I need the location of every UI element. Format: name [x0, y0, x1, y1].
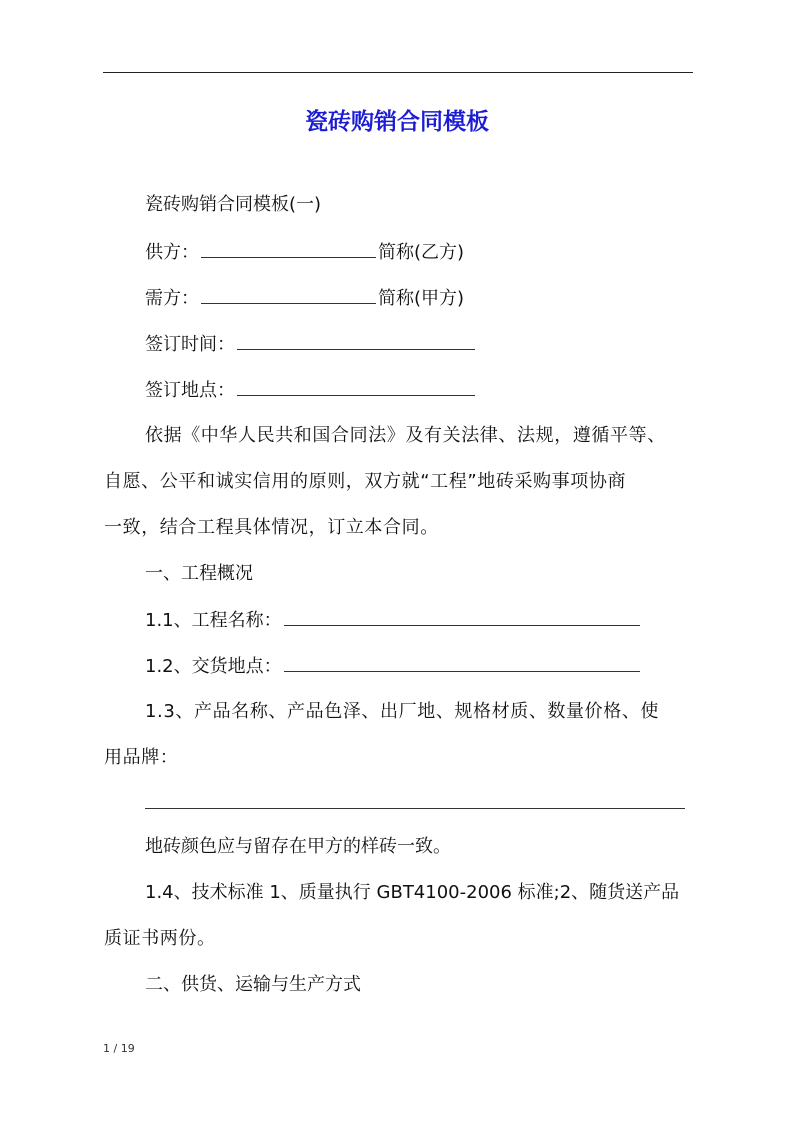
item-1-3-line-2: 用品牌： [104, 747, 179, 768]
sign-time-label: 签订时间： [145, 334, 235, 355]
buyer-blank [201, 285, 376, 304]
buyer-suffix: 简称(甲方) [378, 288, 465, 309]
supplier-suffix: 简称(乙方) [378, 242, 465, 263]
brand-blank-rule [145, 808, 685, 809]
color-note: 地砖颜色应与留存在甲方的样砖一致。 [145, 836, 451, 857]
supplier-label: 供方： [145, 242, 199, 263]
section-1-heading: 一、工程概况 [145, 563, 253, 584]
header-rule [103, 72, 693, 73]
supplier-line [145, 239, 464, 266]
intro-line-3: 一致，结合工程具体情况，订立本合同。 [104, 517, 439, 538]
item-1-1-blank [284, 607, 640, 626]
intro-line-2: 自愿、公平和诚实信用的原则，双方就“工程”地砖采购事项协商 [104, 471, 627, 492]
sign-place-blank [237, 377, 475, 396]
page-number: 1 / 19 [103, 1042, 135, 1055]
buyer-line [145, 285, 464, 312]
intro-line-1: 依据《中华人民共和国合同法》及有关法律、法规，遵循平等、 [145, 425, 666, 446]
subtitle: 瓷砖购销合同模板(一) [145, 194, 322, 215]
sign-place-line [145, 377, 477, 404]
section-2-heading: 二、供货、运输与生产方式 [145, 974, 361, 995]
item-1-1-line [145, 607, 642, 634]
supplier-blank [201, 239, 376, 258]
item-1-3-line-1: 1.3、产品名称、产品色泽、出厂地、规格材质、数量价格、使 [145, 701, 660, 722]
item-1-2-label: 1.2、交货地点： [145, 656, 282, 677]
item-1-2-blank [284, 653, 640, 672]
item-1-4-line-2: 质证书两份。 [104, 928, 216, 949]
sign-time-line [145, 331, 477, 358]
document-title: 瓷砖购销合同模板 [305, 109, 489, 135]
sign-place-label: 签订地点： [145, 380, 235, 401]
buyer-label: 需方： [145, 288, 199, 309]
item-1-2-line [145, 653, 642, 680]
item-1-4-line-1: 1.4、技术标准 1、质量执行 GBT4100-2006 标准;2、随货送产品 [145, 882, 680, 903]
sign-time-blank [237, 331, 475, 350]
item-1-1-label: 1.1、工程名称： [145, 610, 282, 631]
